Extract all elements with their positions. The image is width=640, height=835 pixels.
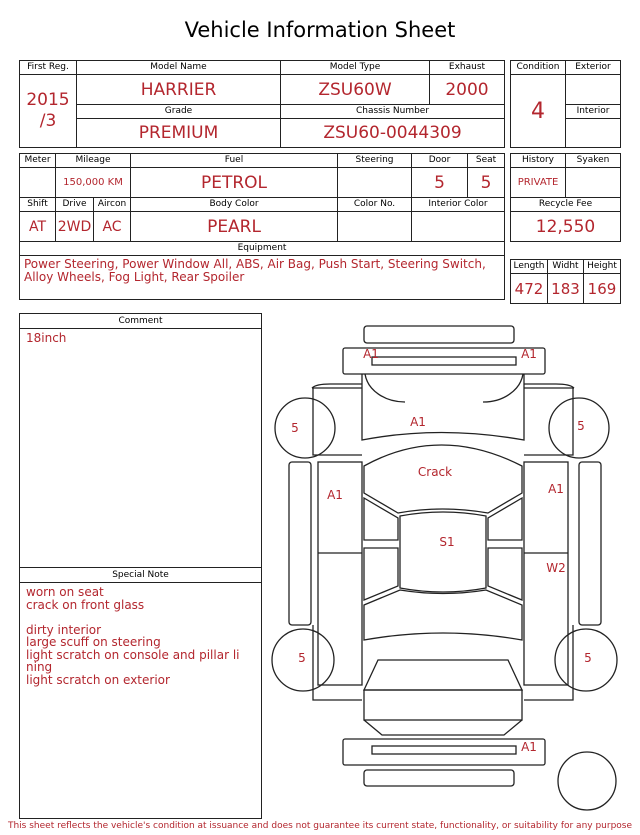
width-value: 183: [548, 274, 584, 304]
comment-label: Comment: [20, 314, 261, 329]
damage-marks: [291, 347, 592, 754]
mark-tire-front-right: 5: [577, 419, 585, 433]
equipment-label: Equipment: [20, 242, 505, 256]
history-label: History: [511, 154, 566, 168]
first-reg-year: 2015: [26, 90, 70, 110]
door-value: 5: [412, 168, 468, 198]
shift-label: Shift: [20, 198, 56, 212]
model-type-label: Model Type: [281, 61, 430, 75]
mark-tire-rear-left: 5: [298, 651, 306, 665]
special-note-label: Special Note: [20, 568, 261, 583]
aircon-label: Aircon: [94, 198, 131, 212]
special-note-box: [19, 567, 262, 819]
height-value: 169: [584, 274, 621, 304]
model-type-value: ZSU60W: [281, 75, 430, 105]
mark-tire-rear-right: 5: [584, 651, 592, 665]
interior-color-value: [412, 212, 505, 242]
mark-left-side: A1: [327, 488, 343, 502]
exhaust-value: 2000: [430, 75, 505, 105]
drive-value: 2WD: [56, 212, 94, 242]
aircon-value: AC: [94, 212, 131, 242]
mark-front-bumper-left: A1: [363, 347, 379, 361]
exterior-value: [566, 75, 621, 105]
interior-color-label: Interior Color: [412, 198, 505, 212]
mark-front-bumper-right: A1: [521, 347, 537, 361]
syaken-label: Syaken: [566, 154, 621, 168]
mileage-label: Mileage: [56, 154, 131, 168]
condition-label: Condition: [511, 61, 566, 75]
condition-value: 4: [511, 75, 566, 148]
fuel-label: Fuel: [131, 154, 338, 168]
length-value: 472: [511, 274, 548, 304]
seat-value: 5: [468, 168, 505, 198]
mark-tire-front-left: 5: [291, 421, 299, 435]
special-note-text: worn on seat crack on front glass dirty interior large scuff on steering light scratch on console and pillar li ning light scratch on exterior: [26, 585, 240, 687]
page-title: Vehicle Information Sheet: [184, 18, 456, 42]
syaken-value: [566, 168, 621, 198]
history-table: [510, 153, 621, 242]
drive-label: Drive: [56, 198, 94, 212]
comment-box: [19, 313, 262, 568]
mark-hood: A1: [410, 415, 426, 429]
meter-label: Meter: [20, 154, 56, 168]
grade-value: PREMIUM: [77, 119, 281, 148]
mark-right-rear-door: W2: [546, 561, 566, 575]
chassis-number-value: ZSU60-0044309: [281, 119, 505, 148]
model-name-label: Model Name: [77, 61, 281, 75]
width-label: Widht: [548, 260, 584, 274]
interior-value: [566, 119, 621, 148]
mark-roof: S1: [439, 535, 455, 549]
length-label: Length: [511, 260, 548, 274]
first-reg-value: [20, 75, 77, 148]
car-damage-diagram: [262, 315, 620, 820]
steering-label: Steering: [338, 154, 412, 168]
model-name-value: HARRIER: [77, 75, 281, 105]
disclaimer-footer: This sheet reflects the vehicle's condition at issuance and does not guarantee its current state, functionality, or suitability for any purpose: [7, 821, 633, 831]
chassis-number-label: Chassis Number: [281, 105, 505, 119]
body-color-value: PEARL: [131, 212, 338, 242]
model-info-table: [19, 60, 505, 148]
interior-label: Interior: [566, 105, 621, 119]
dimensions-table: [510, 259, 621, 304]
mark-windshield: Crack: [417, 465, 453, 479]
vehicle-spec-table: [19, 153, 505, 300]
first-reg-label: First Reg.: [20, 61, 77, 75]
first-reg-month: /3: [39, 111, 57, 131]
equipment-cell: [20, 256, 505, 300]
color-no-value: [338, 212, 412, 242]
color-no-label: Color No.: [338, 198, 412, 212]
exterior-label: Exterior: [566, 61, 621, 75]
door-label: Door: [412, 154, 468, 168]
mark-right-side: A1: [548, 482, 564, 496]
equipment-value: Power Steering, Power Window All, ABS, Air Bag, Push Start, Steering Switch, Alloy Wheels, Fog Light, Rear Spoiler: [24, 257, 486, 284]
recycle-fee-label: Recycle Fee: [511, 198, 621, 212]
body-color-label: Body Color: [131, 198, 338, 212]
comment-text: 18inch: [26, 331, 67, 345]
seat-label: Seat: [468, 154, 505, 168]
steering-value: [338, 168, 412, 198]
history-value: PRIVATE: [511, 168, 566, 198]
condition-table: [510, 60, 621, 148]
fuel-value: PETROL: [131, 168, 338, 198]
exhaust-label: Exhaust: [430, 61, 505, 75]
meter-value: [20, 168, 56, 198]
shift-value: AT: [20, 212, 56, 242]
height-label: Height: [584, 260, 621, 274]
mileage-value: 150,000 KM: [56, 168, 131, 198]
recycle-fee-value: 12,550: [511, 212, 621, 242]
mark-rear-bumper: A1: [521, 740, 537, 754]
grade-label: Grade: [77, 105, 281, 119]
